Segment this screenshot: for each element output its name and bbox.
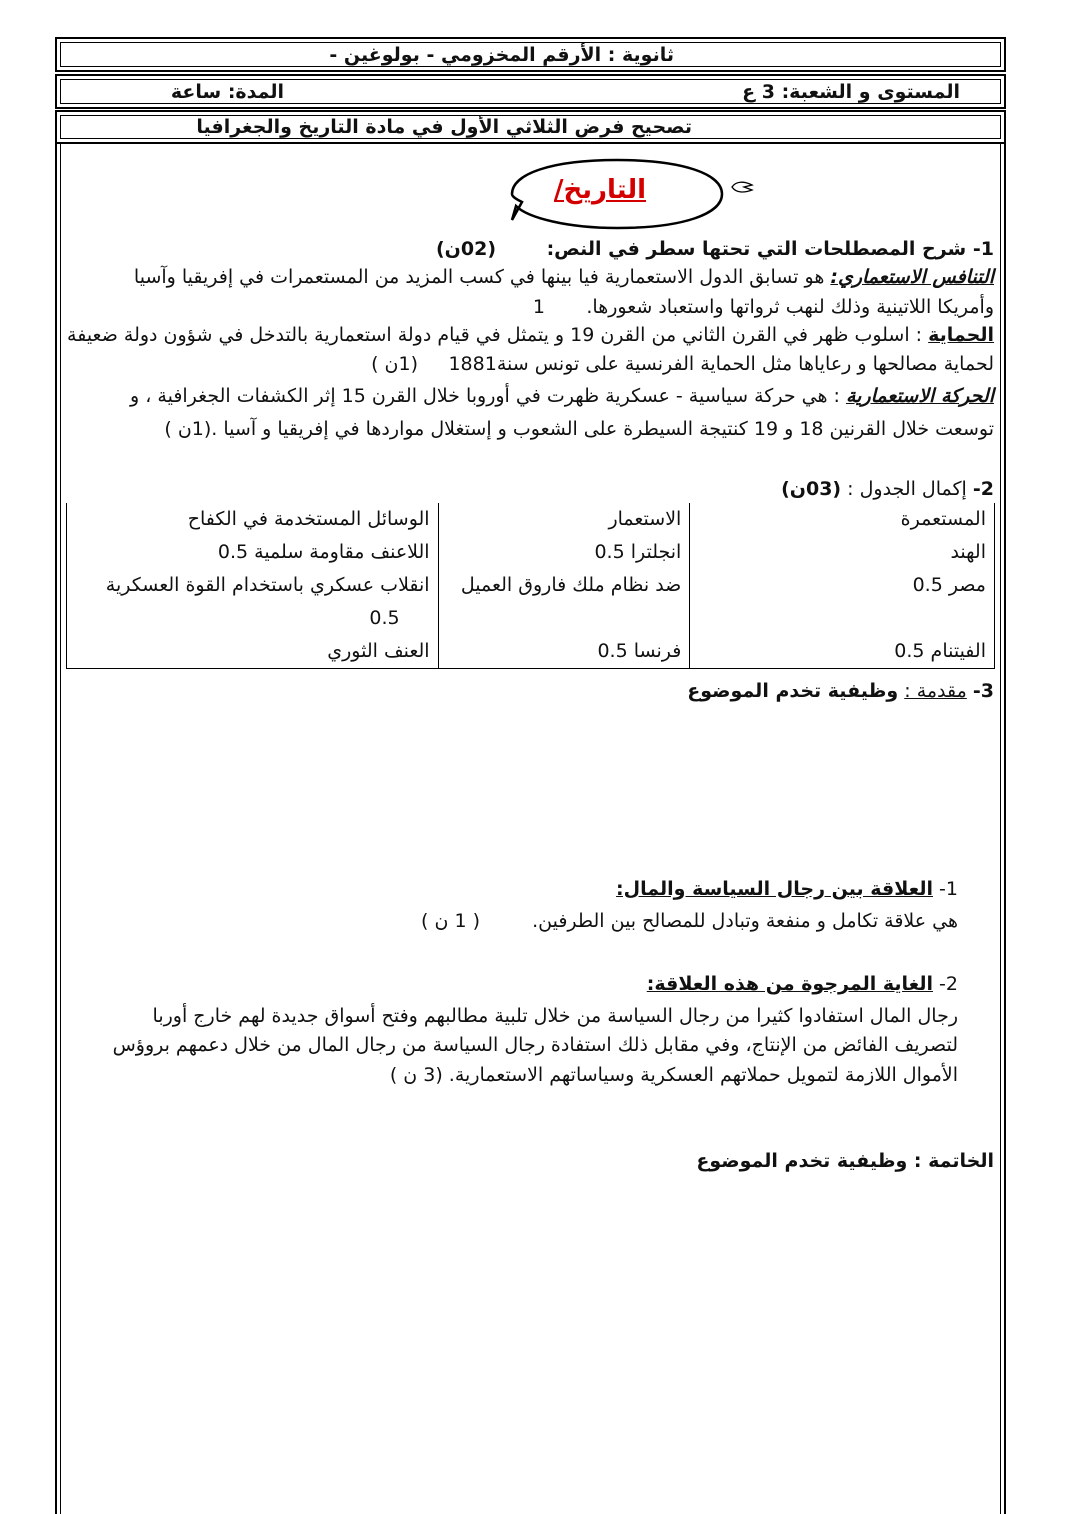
table-cell [690, 602, 995, 635]
term-2-definition: : اسلوب ظهر في القرن الثاني من القرن 19 و يتمثل في قيام دولة استعمارية بالتدخل في شؤون دولة ضعيفة [67, 324, 923, 346]
q3-part1-number: 1- [939, 878, 958, 900]
term-1-label: التنافس الاستعماري: [830, 266, 994, 288]
term-2-definition-cont: لحماية مصالحها و رعاياها مثل الحماية الفرنسية على تونس سنة1881 [448, 353, 994, 375]
exam-title: تصحيح فرض الثلاثي الأول في مادة التاريخ والجغرافيا [196, 116, 692, 138]
q3-intro-label: مقدمة : [904, 680, 967, 702]
q3-part2-line-2: لتصريف الفائض من الإنتاج، وفي مقابل ذلك استفادة رجال السياسة من رجال المال من خلال دعمهم بروؤس [112, 1034, 958, 1056]
term-1-line-1 [134, 266, 994, 288]
q3-number: 3- [972, 680, 994, 702]
q3-intro [687, 680, 994, 702]
q2-heading [781, 478, 994, 500]
table-cell: الهند [690, 536, 995, 569]
term-2-label: الحماية [928, 324, 994, 346]
table-cell: فرنسا 0.5 [438, 635, 690, 669]
content-frame [55, 144, 1006, 1514]
term-3-line-1 [130, 385, 994, 407]
table-header-cell: الاستعمار [438, 503, 690, 536]
q3-part2-heading [647, 973, 958, 995]
q3-part1-score: ( 1 ن ) [421, 910, 480, 932]
term-1-definition: هو تسابق الدول الاستعمارية فيا بينها في كسب المزيد من المستعمرات في إفريقيا وآسيا [133, 266, 825, 288]
table-cell: ضد نظام ملك فاروق العميل [438, 569, 690, 602]
q3-intro-text: وظيفية تخدم الموضوع [687, 680, 899, 702]
term-1-line-2 [586, 296, 994, 318]
q2-points: (03ن) [781, 478, 842, 500]
q3-part1-heading [616, 878, 958, 900]
conclusion: الخاتمة : وظيفية تخدم الموضوع [696, 1150, 994, 1172]
term-2-score: (1ن ) [371, 353, 418, 375]
term-3-definition-cont: توسعت خلال القرنين 18 و 19 كنتيجة السيطرة على الشعوب و إستغلال مواردها في إفريقيا و آسيا .(1ن ) [164, 418, 994, 440]
q3-part2-line-1: رجال المال استفادوا كثيرا من رجال السياسة من خلال تلبية مطالبهم وفتح أسواق جديدة لهم خارج أوربا [152, 1005, 958, 1027]
pointing-hand-icon [730, 178, 754, 196]
table-cell: 0.5 [67, 602, 439, 635]
q1-points: (02ن) [435, 238, 496, 260]
q3-part1-answer: هي علاقة تكامل و منفعة وتبادل للمصالح بين الطرفين. [532, 910, 958, 932]
table-cell: مصر 0.5 [690, 569, 995, 602]
q3-part2-heading-text: الغاية المرجوة من هذه العلاقة: [646, 973, 933, 995]
duration-label: المدة: ساعة [170, 81, 284, 103]
q3-part1-heading-text: العلاقة بين رجال السياسة والمال: [616, 878, 933, 900]
table-cell: انجلترا 0.5 [438, 536, 690, 569]
term-1-definition-cont: وأمريكا اللاتينية وذلك لنهب ثرواتها واستعباد شعورها. [586, 296, 994, 318]
table-row [67, 602, 995, 635]
table-cell: اللاعنف مقاومة سلمية 0.5 [67, 536, 439, 569]
q1-heading-text: شرح المصطلحات التي تحتها سطر في النص: [546, 238, 967, 260]
q3-part2-line-3: الأموال اللازمة لتمويل حملاتهم العسكرية وسياساتهم الاستعمارية. (3 ن ) [389, 1064, 958, 1086]
q2-heading-text: إكمال الجدول : [847, 478, 967, 500]
table-header-row [67, 503, 995, 536]
term-1-score: 1 [532, 296, 545, 318]
term-3-line-2 [164, 418, 994, 440]
term-2-line-1 [67, 324, 994, 346]
term-3-definition: : هي حركة سياسية - عسكرية ظهرت في أوروبا خلال القرن 15 إثر الكشفات الجغرافية ، و [130, 385, 840, 407]
q1-heading [547, 238, 994, 260]
title-header-box [55, 110, 1006, 144]
term-3-label: الحركة الاستعمارية [845, 385, 994, 407]
table-cell: الفيتنام 0.5 [690, 635, 995, 669]
q3-part2-number: 2- [939, 973, 958, 995]
table-row [67, 536, 995, 569]
table-header-cell: الوسائل المستخدمة في الكفاح [67, 503, 439, 536]
school-name: ثانوية : الأرقم المخزومي - بولوغين - [329, 44, 674, 66]
term-2-line-2 [448, 353, 994, 375]
table-header-cell: المستعمرة [690, 503, 995, 536]
q1-number: 1- [972, 238, 994, 260]
table-row [67, 569, 995, 602]
school-header-box [55, 37, 1006, 72]
table-cell: انقلاب عسكري باستخدام القوة العسكرية [67, 569, 439, 602]
level-label: المستوى و الشعبة: 3 ع [742, 81, 960, 103]
table-row [67, 635, 995, 669]
table-cell: العنف الثوري [67, 635, 439, 669]
section-title: التاريخ/ [553, 175, 646, 205]
level-header-box [55, 74, 1006, 109]
q2-number: 2- [972, 478, 994, 500]
colonies-table [66, 503, 995, 669]
table-cell [438, 602, 690, 635]
